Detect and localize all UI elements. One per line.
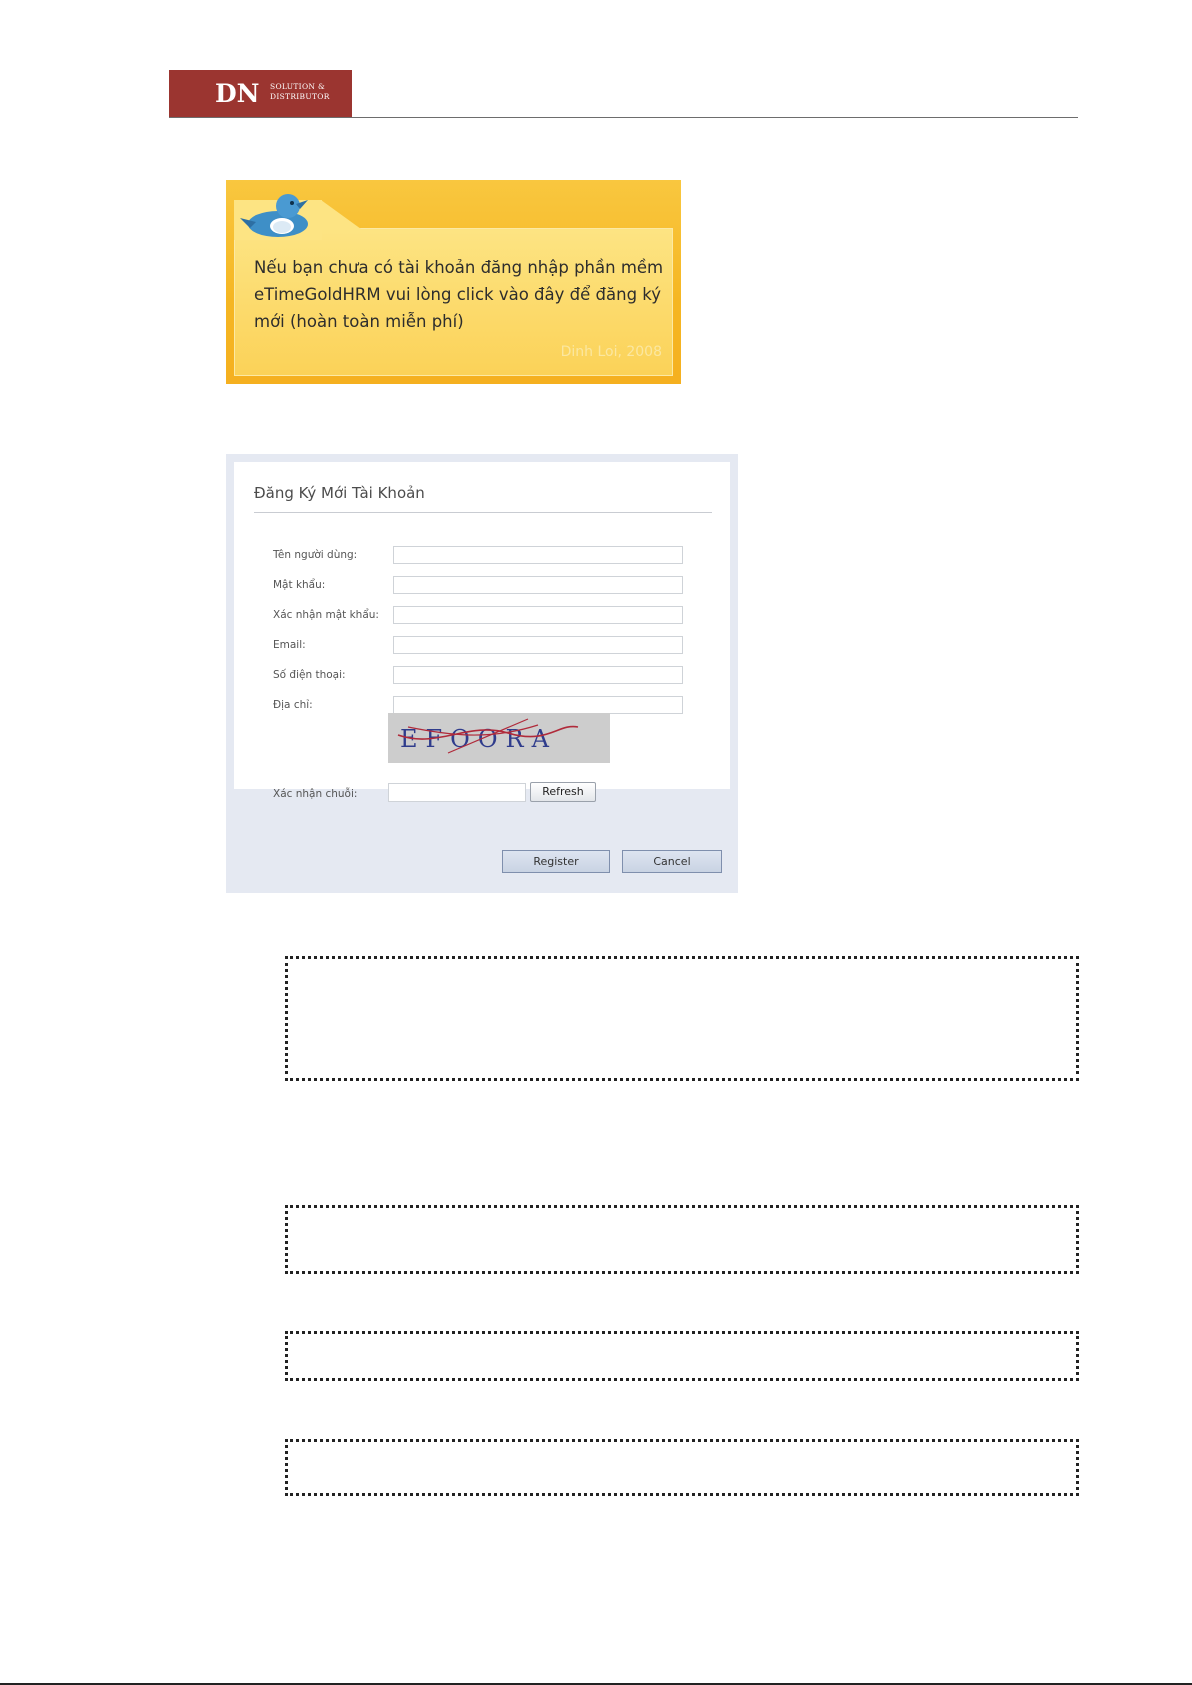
password-input[interactable] xyxy=(393,576,683,594)
address-label: Địa chỉ: xyxy=(273,699,313,711)
email-input[interactable] xyxy=(393,636,683,654)
note-box-1 xyxy=(285,956,1079,1081)
cancel-button[interactable]: Cancel xyxy=(622,850,722,873)
register-button[interactable]: Register xyxy=(502,850,610,873)
email-label: Email: xyxy=(273,639,306,651)
callout-notch xyxy=(321,200,361,229)
logo-tagline xyxy=(270,82,350,102)
field-row-email xyxy=(234,636,730,658)
field-row-confirm-password xyxy=(234,606,730,628)
password-label: Mật khẩu: xyxy=(273,579,326,591)
register-callout[interactable] xyxy=(226,180,681,384)
address-input[interactable] xyxy=(393,696,683,714)
logo-tagline-line2: DISTRIBUTOR xyxy=(270,92,330,101)
username-label: Tên người dùng: xyxy=(273,549,358,561)
callout-message: Nếu bạn chưa có tài khoản đăng nhập phần mềm eTimeGoldHRM vui lòng click vào đây để đăng ký mới (hoàn toàn miễn phí) xyxy=(254,258,664,331)
confirm-password-input[interactable] xyxy=(393,606,683,624)
logo-tagline-line1: SOLUTION & xyxy=(270,82,325,91)
note-box-3 xyxy=(285,1331,1079,1381)
captcha-image xyxy=(388,713,610,763)
callout-signature: Dinh Loi, 2008 xyxy=(560,344,662,360)
form-title-divider xyxy=(254,512,712,513)
note-box-1-text xyxy=(288,959,1076,975)
captcha-label: Xác nhận chuỗi: xyxy=(273,788,358,800)
note-box-2 xyxy=(285,1205,1079,1274)
note-box-4 xyxy=(285,1439,1079,1496)
header-divider xyxy=(169,117,1078,118)
logo-initials: DN xyxy=(215,79,260,108)
form-title: Đăng Ký Mới Tài Khoản xyxy=(254,484,425,502)
username-input[interactable] xyxy=(393,546,683,564)
field-row-phone xyxy=(234,666,730,688)
note-box-4-text xyxy=(288,1442,1076,1458)
field-row-password xyxy=(234,576,730,598)
note-box-3-text xyxy=(288,1334,1076,1350)
captcha-input[interactable] xyxy=(388,783,526,802)
field-row-username xyxy=(234,546,730,568)
refresh-button[interactable]: Refresh xyxy=(530,782,596,802)
register-form-body xyxy=(234,462,730,800)
phone-input[interactable] xyxy=(393,666,683,684)
captcha-text: EFOORA xyxy=(400,725,557,753)
note-box-2-text xyxy=(288,1208,1076,1224)
company-logo xyxy=(169,70,352,118)
confirm-password-label: Xác nhận mật khẩu: xyxy=(273,609,379,621)
bird-icon xyxy=(238,192,314,240)
phone-label: Số điện thoại: xyxy=(273,669,346,681)
register-form xyxy=(226,454,738,893)
